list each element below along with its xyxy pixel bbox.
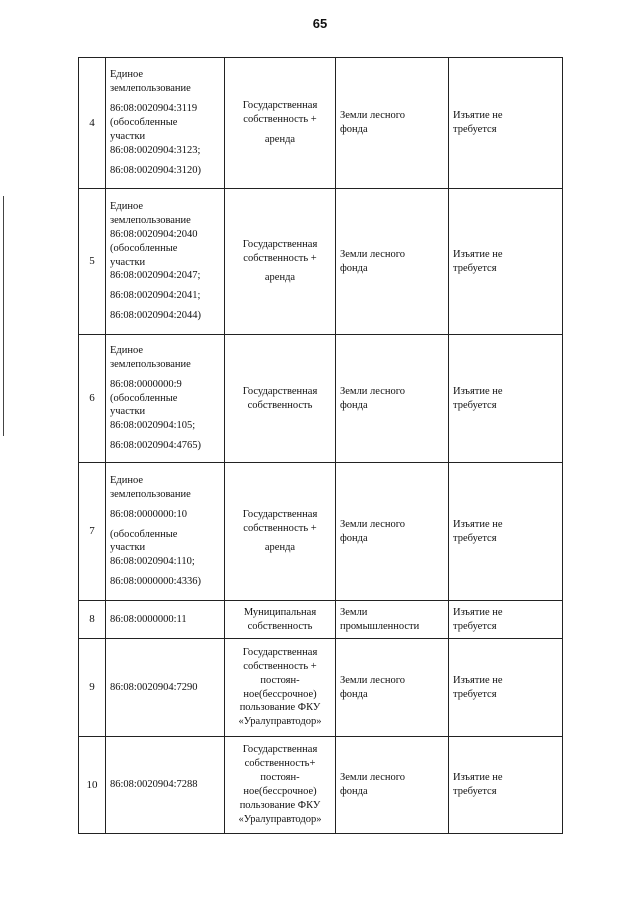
land-category-cell (336, 639, 449, 737)
ownership-line: собственность (247, 620, 313, 632)
cadastral-line: 86:08:0020904:7288 (110, 779, 198, 791)
cadastral-line: 86:08:0020904:4765) (110, 440, 201, 452)
category-line: Земли (340, 606, 368, 618)
cadastral-line: землепользование (110, 488, 191, 500)
category-line: Земли лесного (340, 674, 406, 686)
cadastral-cell (106, 639, 225, 737)
cadastral-line: Единое (110, 201, 144, 213)
seizure-line: Изъятие не (453, 385, 503, 397)
seizure-line: Изъятие не (453, 248, 503, 260)
category-line: Земли лесного (340, 772, 406, 784)
seizure-line: требуется (453, 688, 497, 700)
ownership-cell (225, 335, 336, 463)
ownership-line: ное(бессрочное) (243, 786, 317, 797)
cadastral-line: землепользование (110, 358, 191, 370)
ownership-line: постоян- (260, 772, 300, 784)
ownership-line: Государственная (242, 508, 318, 520)
ownership-cell (225, 189, 336, 335)
cadastral-line: участки (110, 542, 146, 554)
ownership-line: собственность+ (244, 758, 316, 770)
cadastral-line: 86:08:0020904:3120) (110, 164, 201, 176)
seizure-line: требуется (453, 786, 497, 797)
seizure-cell (449, 601, 563, 639)
land-category-cell (336, 601, 449, 639)
ownership-line: «Уралуправтодор» (238, 813, 322, 825)
cadastral-line: (обособленные (110, 117, 178, 129)
row-number: 4 (79, 58, 106, 189)
page-number: 65 (312, 16, 328, 31)
ownership-line: собственность + (243, 114, 317, 126)
category-line: Земли лесного (340, 248, 406, 260)
seizure-line: Изъятие не (453, 674, 503, 686)
ownership-line: собственность (247, 399, 313, 411)
row-number: 10 (79, 737, 106, 834)
cadastral-line: участки (110, 406, 146, 418)
land-category-cell (336, 463, 449, 601)
cadastral-line: 86:08:0000000:10 (110, 508, 188, 520)
seizure-line: требуется (453, 620, 497, 632)
table-row (79, 737, 563, 834)
table-row (79, 639, 563, 737)
ownership-line: Государственная (242, 238, 318, 250)
ownership-line: аренда (264, 133, 296, 145)
ownership-line: аренда (264, 272, 296, 284)
land-plots-table (78, 57, 563, 834)
cadastral-line: Единое (110, 344, 144, 356)
seizure-line: требуется (453, 124, 497, 135)
ownership-line: аренда (264, 542, 296, 554)
ownership-line: Государственная (242, 744, 318, 756)
category-line: фонда (340, 688, 368, 700)
land-category-cell (336, 335, 449, 463)
ownership-line: постоян- (260, 674, 300, 686)
ownership-cell (225, 58, 336, 189)
category-line: фонда (340, 786, 368, 797)
seizure-cell (449, 737, 563, 834)
land-category-cell (336, 189, 449, 335)
seizure-cell (449, 335, 563, 463)
category-line: Земли лесного (340, 385, 406, 397)
cadastral-cell (106, 189, 225, 335)
cadastral-line: (обособленные (110, 392, 178, 404)
row-number: 8 (79, 601, 106, 639)
seizure-cell (449, 639, 563, 737)
ownership-line: пользование ФКУ (239, 702, 321, 714)
cadastral-cell (106, 335, 225, 463)
table-row (79, 601, 563, 639)
category-line: промышленности (340, 620, 420, 632)
table-row (79, 189, 563, 335)
ownership-cell (225, 639, 336, 737)
cadastral-cell (106, 601, 225, 639)
cadastral-line: 86:08:0000000:11 (110, 613, 187, 625)
cadastral-line: 86:08:0020904:2047; (110, 270, 201, 282)
seizure-cell (449, 189, 563, 335)
cadastral-cell (106, 463, 225, 601)
cadastral-line: участки (110, 256, 146, 268)
seizure-line: Изъятие не (453, 772, 503, 784)
ownership-line: собственность + (243, 522, 317, 534)
table-row (79, 58, 563, 189)
seizure-cell (449, 463, 563, 601)
seizure-line: Изъятие не (453, 518, 503, 530)
seizure-cell (449, 58, 563, 189)
cadastral-line: 86:08:0020904:3123; (110, 144, 201, 156)
ownership-line: пользование ФКУ (239, 799, 321, 811)
cadastral-line: 86:08:0020904:2044) (110, 310, 201, 322)
cadastral-line: 86:08:0020904:105; (110, 420, 196, 432)
seizure-line: требуется (453, 262, 497, 274)
ownership-line: «Уралуправтодор» (238, 716, 322, 728)
category-line: Земли лесного (340, 518, 406, 530)
row-number: 9 (79, 639, 106, 737)
ownership-cell (225, 601, 336, 639)
ownership-line: собственность + (243, 252, 317, 264)
category-line: Земли лесного (340, 110, 406, 122)
ownership-cell (225, 463, 336, 601)
ownership-line: Государственная (242, 100, 318, 112)
ownership-line: Государственная (242, 385, 318, 397)
cadastral-line: 86:08:0020904:7290 (110, 681, 198, 693)
cadastral-line: 86:08:0000000:4336) (110, 576, 201, 588)
ownership-line: собственность + (243, 660, 317, 672)
cadastral-line: землепользование (110, 214, 191, 226)
cadastral-line: (обособленные (110, 528, 178, 540)
seizure-line: Изъятие не (453, 606, 503, 618)
land-category-cell (336, 58, 449, 189)
ownership-line: Муниципальная (243, 606, 317, 618)
cadastral-line: Единое (110, 474, 144, 486)
cadastral-cell (106, 737, 225, 834)
cadastral-line: 86:08:0020904:3119 (110, 103, 198, 115)
cadastral-cell (106, 58, 225, 189)
category-line: фонда (340, 262, 368, 274)
cadastral-line: землепользование (110, 83, 191, 95)
seizure-line: требуется (453, 532, 497, 544)
cadastral-line: 86:08:0020904:110; (110, 556, 195, 568)
row-number: 6 (79, 335, 106, 463)
cadastral-line: участки (110, 130, 146, 142)
category-line: фонда (340, 532, 368, 544)
seizure-line: требуется (453, 399, 497, 411)
seizure-line: Изъятие не (453, 110, 503, 122)
table-row (79, 463, 563, 601)
ownership-line: ное(бессрочное) (243, 688, 317, 700)
category-line: фонда (340, 399, 368, 411)
cadastral-line: 86:08:0020904:2040 (110, 228, 198, 240)
ownership-line: Государственная (242, 646, 318, 658)
land-category-cell (336, 737, 449, 834)
cadastral-line: 86:08:0000000:9 (110, 378, 182, 390)
row-number: 5 (79, 189, 106, 335)
row-number: 7 (79, 463, 106, 601)
cadastral-line: Единое (110, 69, 144, 81)
table-row (79, 335, 563, 463)
margin-mark (3, 196, 4, 436)
category-line: фонда (340, 124, 368, 135)
cadastral-line: (обособленные (110, 242, 178, 254)
ownership-cell (225, 737, 336, 834)
cadastral-line: 86:08:0020904:2041; (110, 290, 201, 302)
